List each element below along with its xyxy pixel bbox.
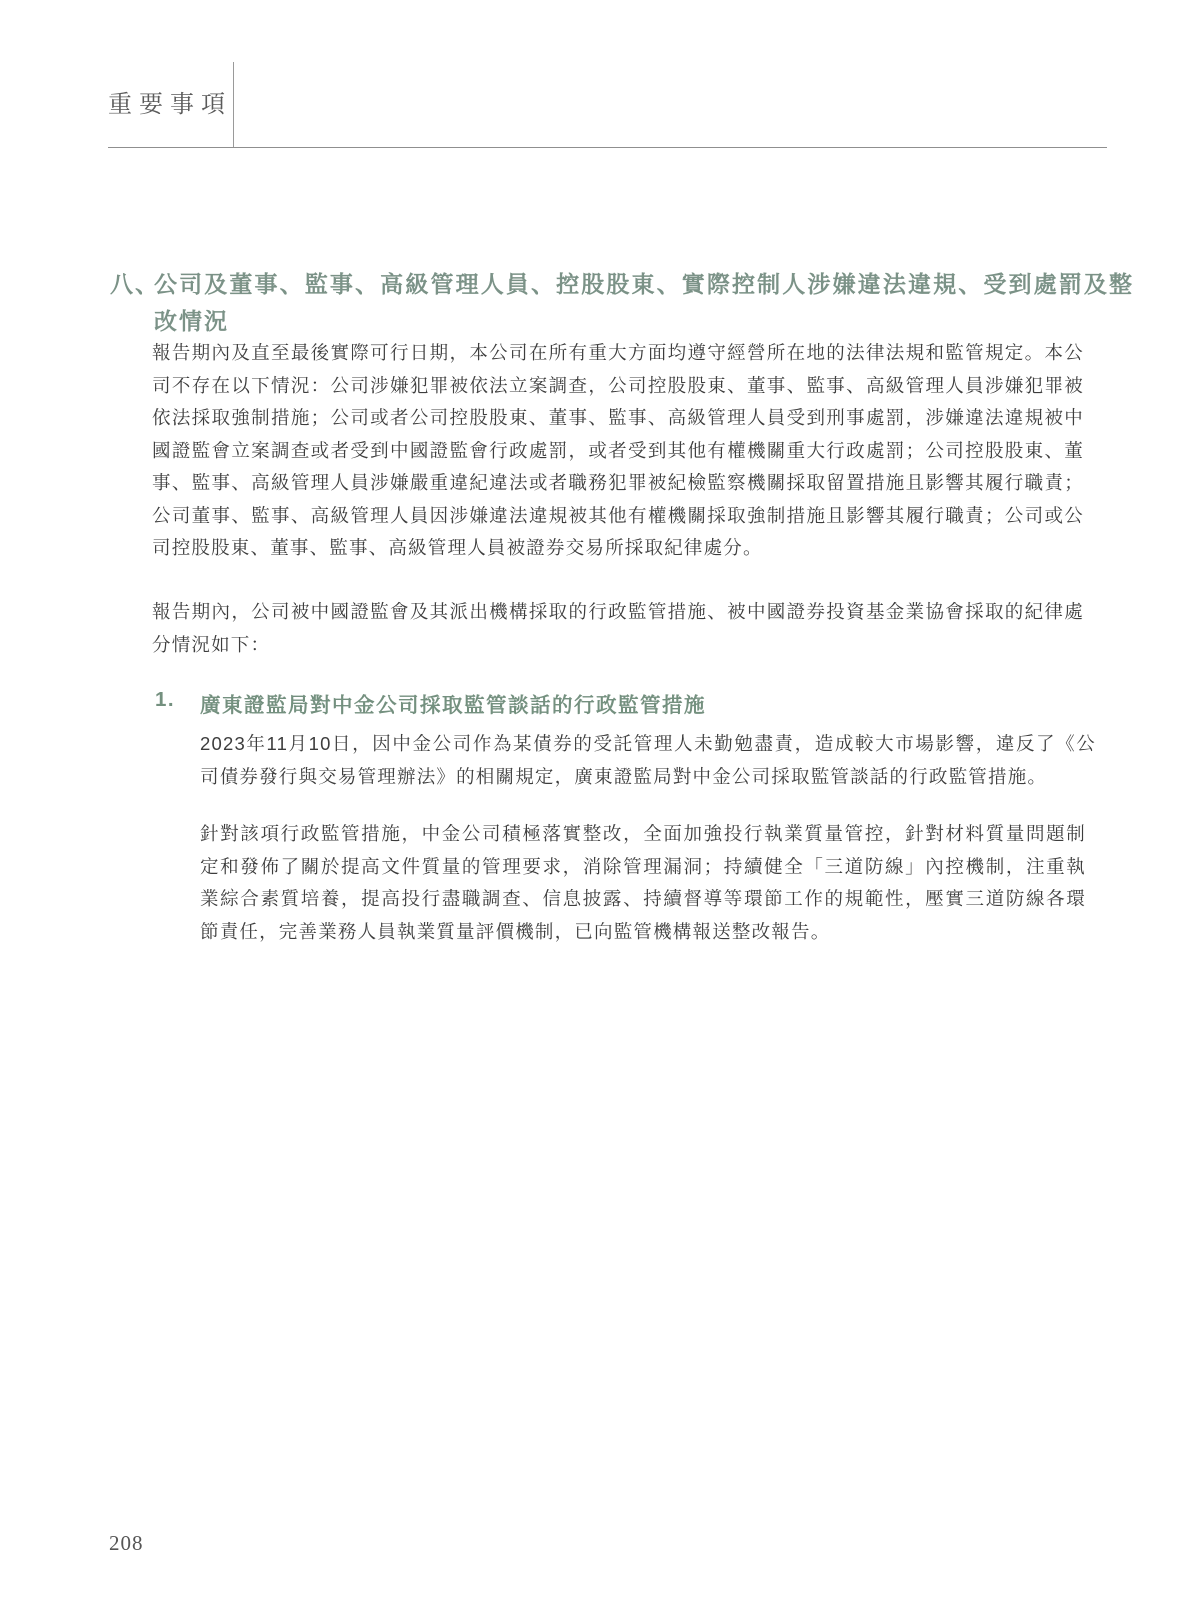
page-number: 208	[109, 1531, 144, 1555]
running-header-title: 重要事項	[108, 92, 232, 118]
section-number: 八、	[110, 271, 160, 297]
subsection-paragraph-1: 2023年11月10日，因中金公司作為某債券的受託管理人未勤勉盡責，造成較大市場影響，違反了《公司債券發行與交易管理辦法》的相關規定，廣東證監局對中金公司採取監管談話的行政監管措施。	[200, 733, 1096, 787]
section-title: 公司及董事、監事、高級管理人員、控股股東、實際控制人涉嫌違法違規、受到處罰及整改情況	[154, 271, 1134, 334]
subsection-heading	[155, 688, 1140, 718]
section-paragraph-1: 報告期內及直至最後實際可行日期，本公司在所有重大方面均遵守經營所在地的法律法規和監管規定。本公司不存在以下情況：公司涉嫌犯罪被依法立案調查，公司控股股東、董事、監事、高級管理人員涉嫌犯罪被依法採取強制措施；公司或者公司控股股東、董事、監事、高級管理人員受到刑事處罰，涉嫌違法違規被中國證監會立案調查或者受到中國證監會行政處罰，或者受到其他有權機關重大行政處罰；公司控股股東、董事、監事、高級管理人員涉嫌嚴重違紀違法或者職務犯罪被紀檢監察機關採取留置措施且影響其履行職責；公司董事、監事、高級管理人員因涉嫌違法違規被其他有權機關採取強制措施且影響其履行職責；公司或公司控股股東、董事、監事、高級管理人員被證券交易所採取紀律處分。	[152, 342, 1084, 558]
header-vertical-divider	[233, 62, 234, 147]
subsection-paragraph-2: 針對該項行政監管措施，中金公司積極落實整改，全面加強投行執業質量管控，針對材料質量問題制定和發佈了關於提高文件質量的管理要求，消除管理漏洞；持續健全「三道防線」內控機制，注重執業綜合素質培養，提高投行盡職調查、信息披露、持續督導等環節工作的規範性，壓實三道防線各環節責任，完善業務人員執業質量評價機制，已向監管機構報送整改報告。	[200, 823, 1086, 942]
section-heading	[110, 266, 1134, 340]
subsection-number: 1.	[155, 688, 176, 711]
header-horizontal-rule	[108, 147, 1107, 148]
section-paragraph-2: 報告期內，公司被中國證監會及其派出機構採取的行政監管措施、被中國證券投資基金業協會採取的紀律處分情況如下：	[152, 601, 1084, 655]
subsection-title: 廣東證監局對中金公司採取監管談話的行政監管措施	[200, 694, 706, 717]
